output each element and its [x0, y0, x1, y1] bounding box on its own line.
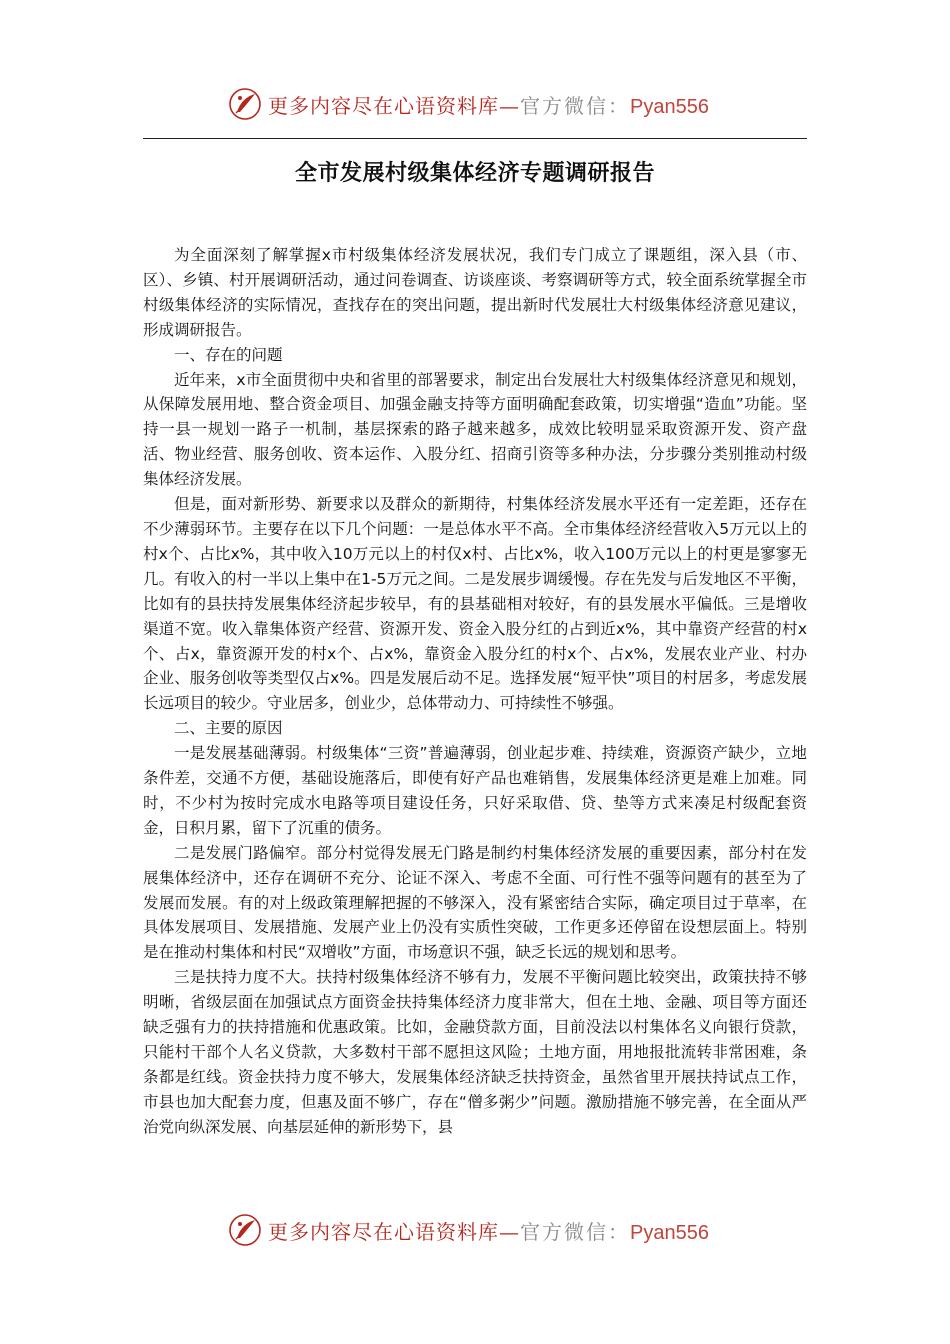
- header-watermark-banner: [0, 84, 950, 124]
- document-body: [143, 243, 807, 1140]
- causes-paragraph-1: 一是发展基础薄弱。村级集体“三资”普遍薄弱，创业起步难、持续难，资源资产缺少，立地条件差，交通不方便，基础设施落后，即使有好产品也难销售，发展集体经济更是难上加难。同时，不少村为按时完成水电路等项目建设任务，只好采取借、贷、垫等方式来凑足村级配套资金，日积月累，留下了沉重的债务。: [143, 744, 807, 837]
- document-title: 全市发展村级集体经济专题调研报告: [294, 161, 655, 186]
- banner-wechat-label: 官方微信：: [520, 93, 630, 118]
- section-heading-causes: 二、主要的原因: [174, 719, 283, 738]
- footer-watermark-banner: [0, 1210, 950, 1250]
- banner-text: [268, 1216, 709, 1245]
- banner-prefix: 更多内容尽在心语资料库—: [268, 1219, 520, 1244]
- problems-paragraph-2: 但是，面对新形势、新要求以及群众的新期待，村集体经济发展水平还有一定差距，还存在不少薄弱环节。主要存在以下几个问题：一是总体水平不高。全市集体经济经营收入5万元以上的村x个、占比x%，其中收入10万元以上的村仅x村、占比x%，收入100万元以上的村更是寥寥无几。有收入的村一半以上集中在1-5万元之间。二是发展步调缓慢。存在先发与后发地区不平衡，比如有的县扶持发展集体经济起步较早，有的县基础相对较好，有的县发展水平偏低。三是增收渠道不宽。收入靠集体资产经营、资源开发、资金入股分红的占到近x%，其中靠资产经营的村x个、占x，靠资源开发的村x个、占x%，靠资金入股分红的村x个、占x%，发展农业产业、村办企业、服务创收等类型仅占x%。四是发展后动不足。选择发展“短平快”项目的村居多，考虑发展长远项目的较少。守业居多，创业少，总体带动力、可持续性不够强。: [143, 495, 807, 713]
- section-heading-problems: 一、存在的问题: [174, 345, 283, 364]
- banner-wechat-label: 官方微信：: [520, 1219, 630, 1244]
- banner-wechat-id: Pyan556: [630, 95, 709, 118]
- brand-logo-icon: [228, 1213, 262, 1247]
- header-divider: [143, 138, 807, 139]
- banner-text: [268, 90, 709, 119]
- banner-prefix: 更多内容尽在心语资料库—: [268, 93, 520, 118]
- causes-paragraph-2: 二是发展门路偏窄。部分村觉得发展无门路是制约村集体经济发展的重要因素，部分村在发展集体经济中，还存在调研不充分、论证不深入、考虑不全面、可行性不强等问题有的甚至为了发展而发展。有的对上级政策理解把握的不够深入，没有紧密结合实际，确定项目过于草率，在具体发展项目、发展措施、发展产业上仍没有实质性突破，工作更多还停留在设想层面上。特别是在推动村集体和村民“双增收”方面，市场意识不强，缺乏长远的规划和思考。: [143, 843, 807, 962]
- causes-paragraph-3: 三是扶持力度不大。扶持村级集体经济不够有力，发展不平衡问题比较突出，政策扶持不够明晰，省级层面在加强试点方面资金扶持集体经济力度非常大，但在土地、金融、项目等方面还缺乏强有力的扶持措施和优惠政策。比如，金融贷款方面，目前没法以村集体名义向银行贷款，只能村干部个人名义贷款，大多数村干部不愿担这风险；土地方面，用地报批流转非常困难，条条都是红线。资金扶持力度不够大，发展集体经济缺乏扶持资金，虽然省里开展扶持试点工作，市县也加大配套力度，但惠及面不够广，存在“僧多粥少”问题。激励措施不够完善，在全面从严治党向纵深发展、向基层延伸的新形势下，县: [143, 968, 807, 1136]
- intro-paragraph: 为全面深刻了解掌握x市村级集体经济发展状况，我们专门成立了课题组，深入县（市、区）、乡镇、村开展调研活动，通过问卷调查、访谈座谈、考察调研等方式，较全面系统掌握全市村级集体经济的实际情况，查找存在的突出问题，提出新时代发展壮大村级集体经济意见建议，形成调研报告。: [143, 246, 807, 339]
- brand-logo-icon: [228, 87, 262, 121]
- banner-wechat-id: Pyan556: [630, 1221, 709, 1244]
- problems-paragraph-1: 近年来，x市全面贯彻中央和省里的部署要求，制定出台发展壮大村级集体经济意见和规划，从保障发展用地、整合资金项目、加强金融支持等方面明确配套政策，切实增强“造血”功能。坚持一县一规划一路子一机制，基层探索的路子越来越多，成效比较明显采取资源开发、资产盘活、物业经营、服务创收、资本运作、入股分红、招商引资等多种办法，分步骤分类别推动村级集体经济发展。: [143, 370, 807, 489]
